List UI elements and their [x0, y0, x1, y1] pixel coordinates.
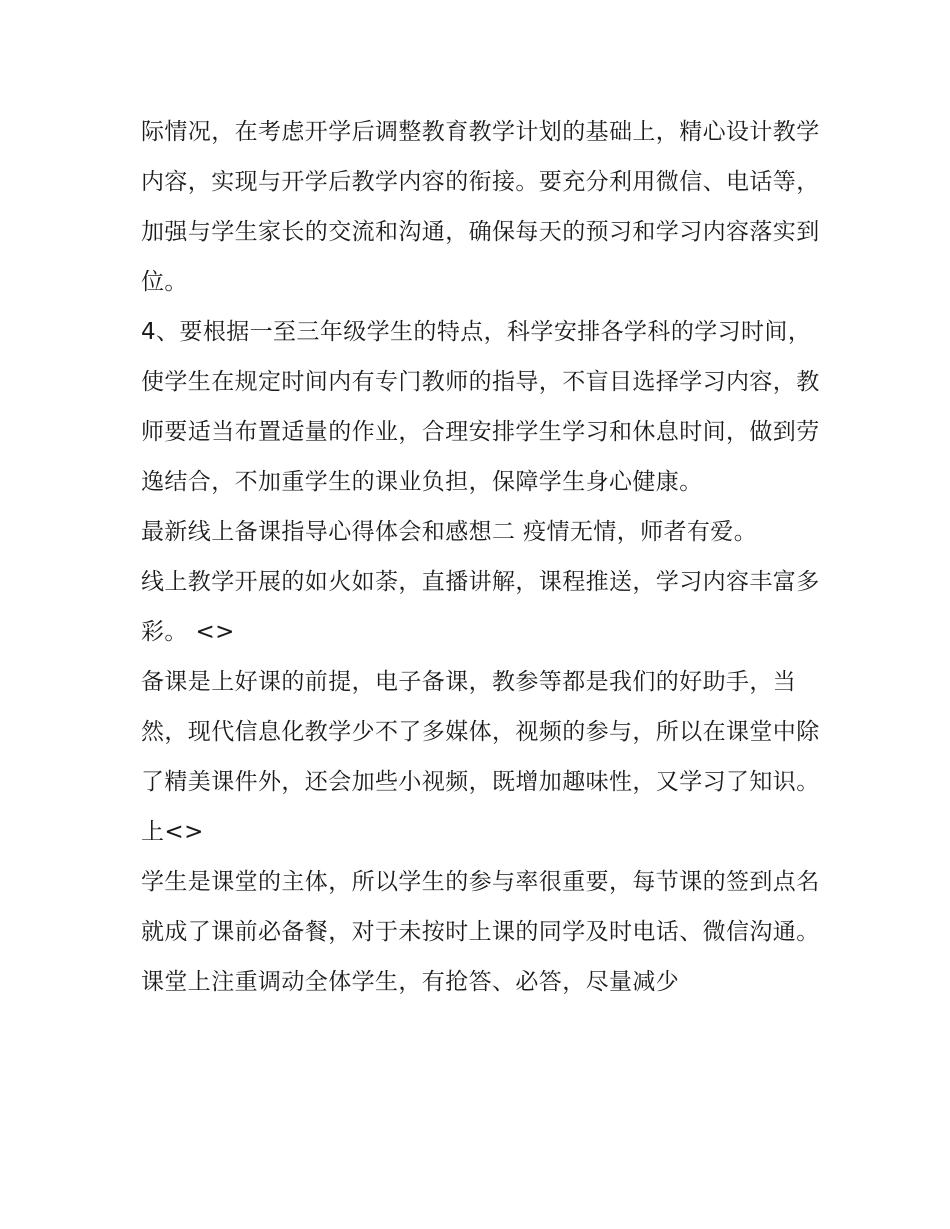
paragraph: 际情况，在考虑开学后调整教育教学计划的基础上，精心设计教学内容，实现与开学后教学内容的衔接。要充分利用微信、电话等，加强与学生家长的交流和沟通，确保每天的预习和学习内容落实到位。 [141, 119, 820, 295]
paragraph: 最新线上备课指导心得体会和感想二 疫情无情，师者有爱。 [141, 519, 758, 545]
paragraph: 上<> [141, 819, 204, 845]
paragraph: 线上教学开展的如火如荼，直播讲解，课程推送，学习内容丰富多彩。 <> [141, 569, 820, 645]
paragraph: 备课是上好课的前提，电子备课，教参等都是我们的好助手，当然，现代信息化教学少不了多媒体，视频的参与，所以在课堂中除了精美课件外，还会加些小视频，既增加趣味性，又学习了知识。 [141, 669, 820, 795]
document-body [141, 107, 821, 1007]
paragraph: 学生是课堂的主体，所以学生的参与率很重要，每节课的签到点名就成了课前必备餐，对于未按时上课的同学及时电话、微信沟通。课堂上注重调动全体学生，有抢答、必答，尽量减少 [141, 869, 820, 995]
paragraph: 4、要根据一至三年级学生的特点，科学安排各学科的学习时间，使学生在规定时间内有专门教师的指导，不盲目选择学习内容，教师要适当布置适量的作业，合理安排学生学习和休息时间，做到劳逸结合，不加重学生的课业负担，保障学生身心健康。 [141, 319, 820, 495]
